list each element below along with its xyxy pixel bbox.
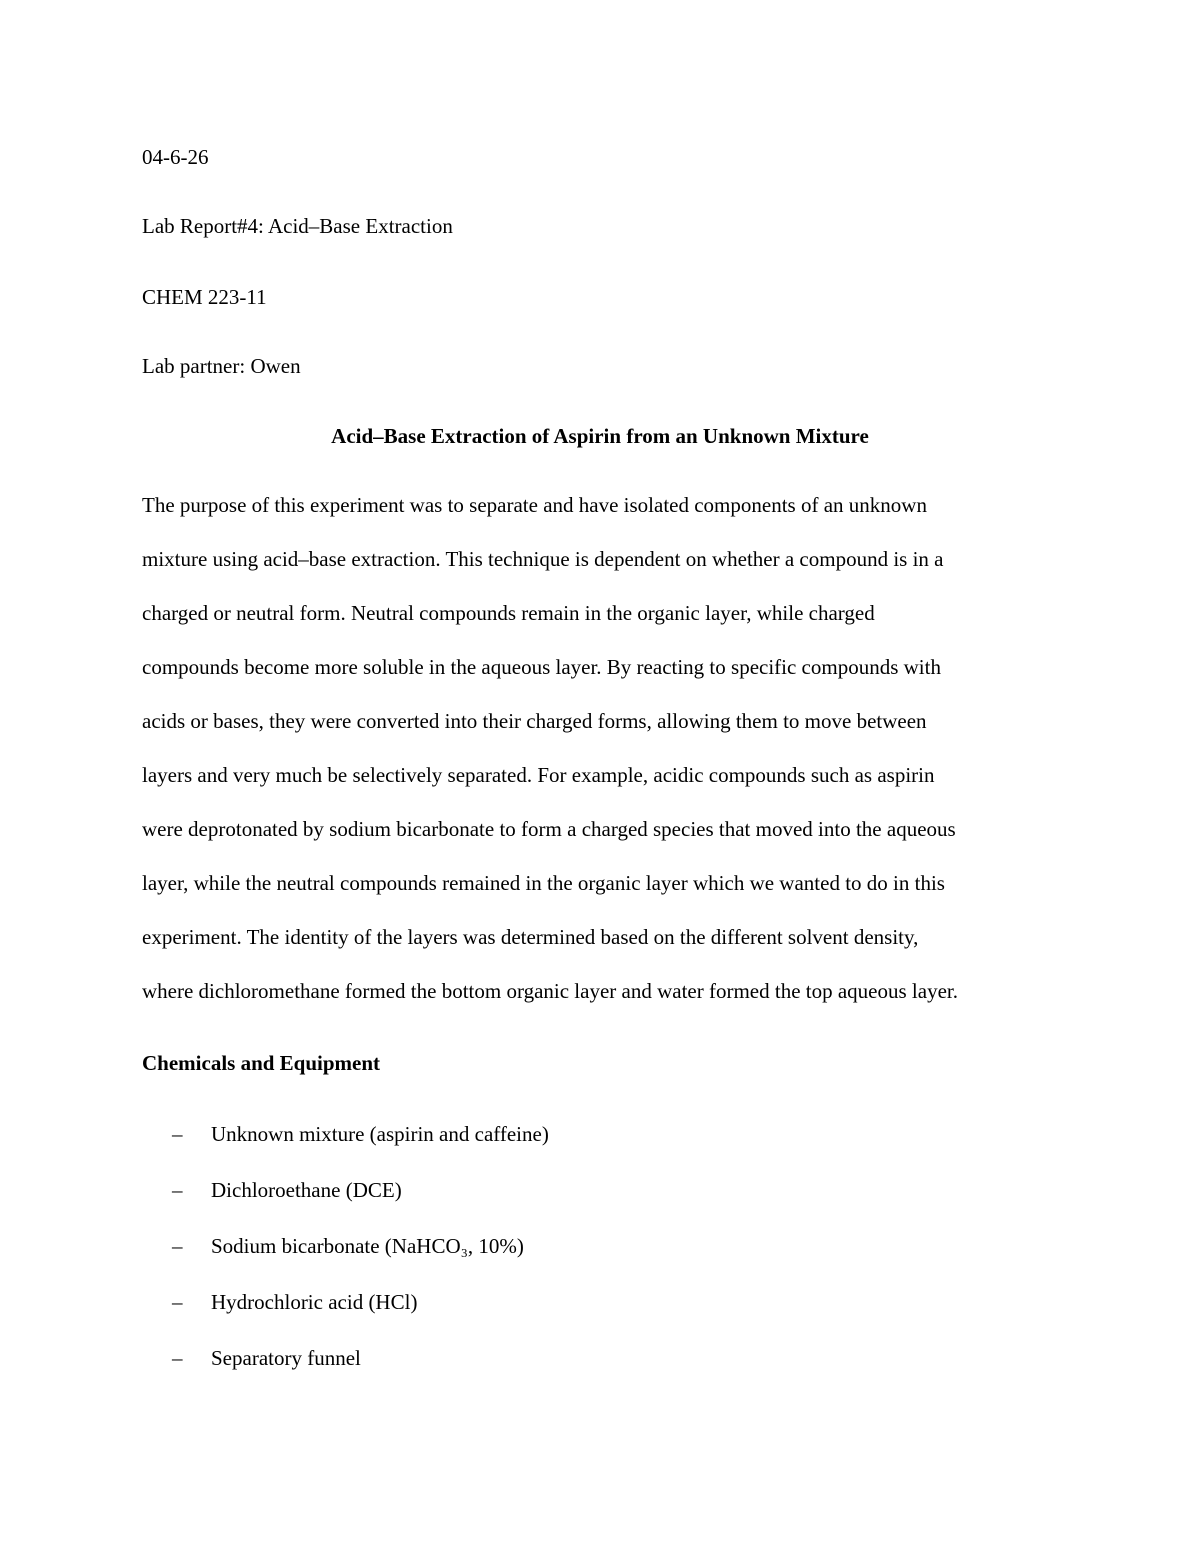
paragraph-line: The purpose of this experiment was to separate and have isolated components of an unknown: [142, 493, 927, 517]
report-title: Lab Report#4: Acid–Base Extraction: [142, 214, 453, 238]
list-bullet: –: [172, 1346, 183, 1370]
date: 04-6-26: [142, 145, 209, 169]
paragraph-line: charged or neutral form. Neutral compounds remain in the organic layer, while charged: [142, 601, 875, 625]
paragraph-line: mixture using acid–base extraction. This technique is dependent on whether a compound is in a: [142, 547, 944, 571]
chemicals-heading: Chemicals and Equipment: [142, 1051, 381, 1075]
paragraph-line: acids or bases, they were converted into their charged forms, allowing them to move between: [142, 709, 927, 733]
list-bullet: –: [172, 1178, 183, 1202]
paragraph-line: were deprotonated by sodium bicarbonate to form a charged species that moved into the aqueous: [142, 817, 956, 841]
list-item: Hydrochloric acid (HCl): [211, 1290, 418, 1314]
list-item: Sodium bicarbonate (NaHCO₃, 10%): [211, 1234, 524, 1258]
course: CHEM 223-11: [142, 285, 267, 309]
paragraph-line: experiment. The identity of the layers was determined based on the different solvent density,: [142, 925, 919, 949]
lab-partner: Lab partner: Owen: [142, 354, 301, 378]
list-item: Dichloroethane (DCE): [211, 1178, 402, 1202]
paragraph-line: where dichloromethane formed the bottom organic layer and water formed the top aqueous layer.: [142, 979, 958, 1003]
paragraph-line: layers and very much be selectively separated. For example, acidic compounds such as aspirin: [142, 763, 935, 787]
list-bullet: –: [172, 1290, 183, 1314]
paragraph-line: compounds become more soluble in the aqueous layer. By reacting to specific compounds with: [142, 655, 941, 679]
list-item: Unknown mixture (aspirin and caffeine): [211, 1122, 549, 1146]
paragraph-line: layer, while the neutral compounds remained in the organic layer which we wanted to do in this: [142, 871, 945, 895]
document-title: Acid–Base Extraction of Aspirin from an Unknown Mixture: [331, 424, 869, 448]
list-bullet: –: [172, 1122, 183, 1146]
list-bullet: –: [172, 1234, 183, 1258]
list-item: Separatory funnel: [211, 1346, 361, 1370]
